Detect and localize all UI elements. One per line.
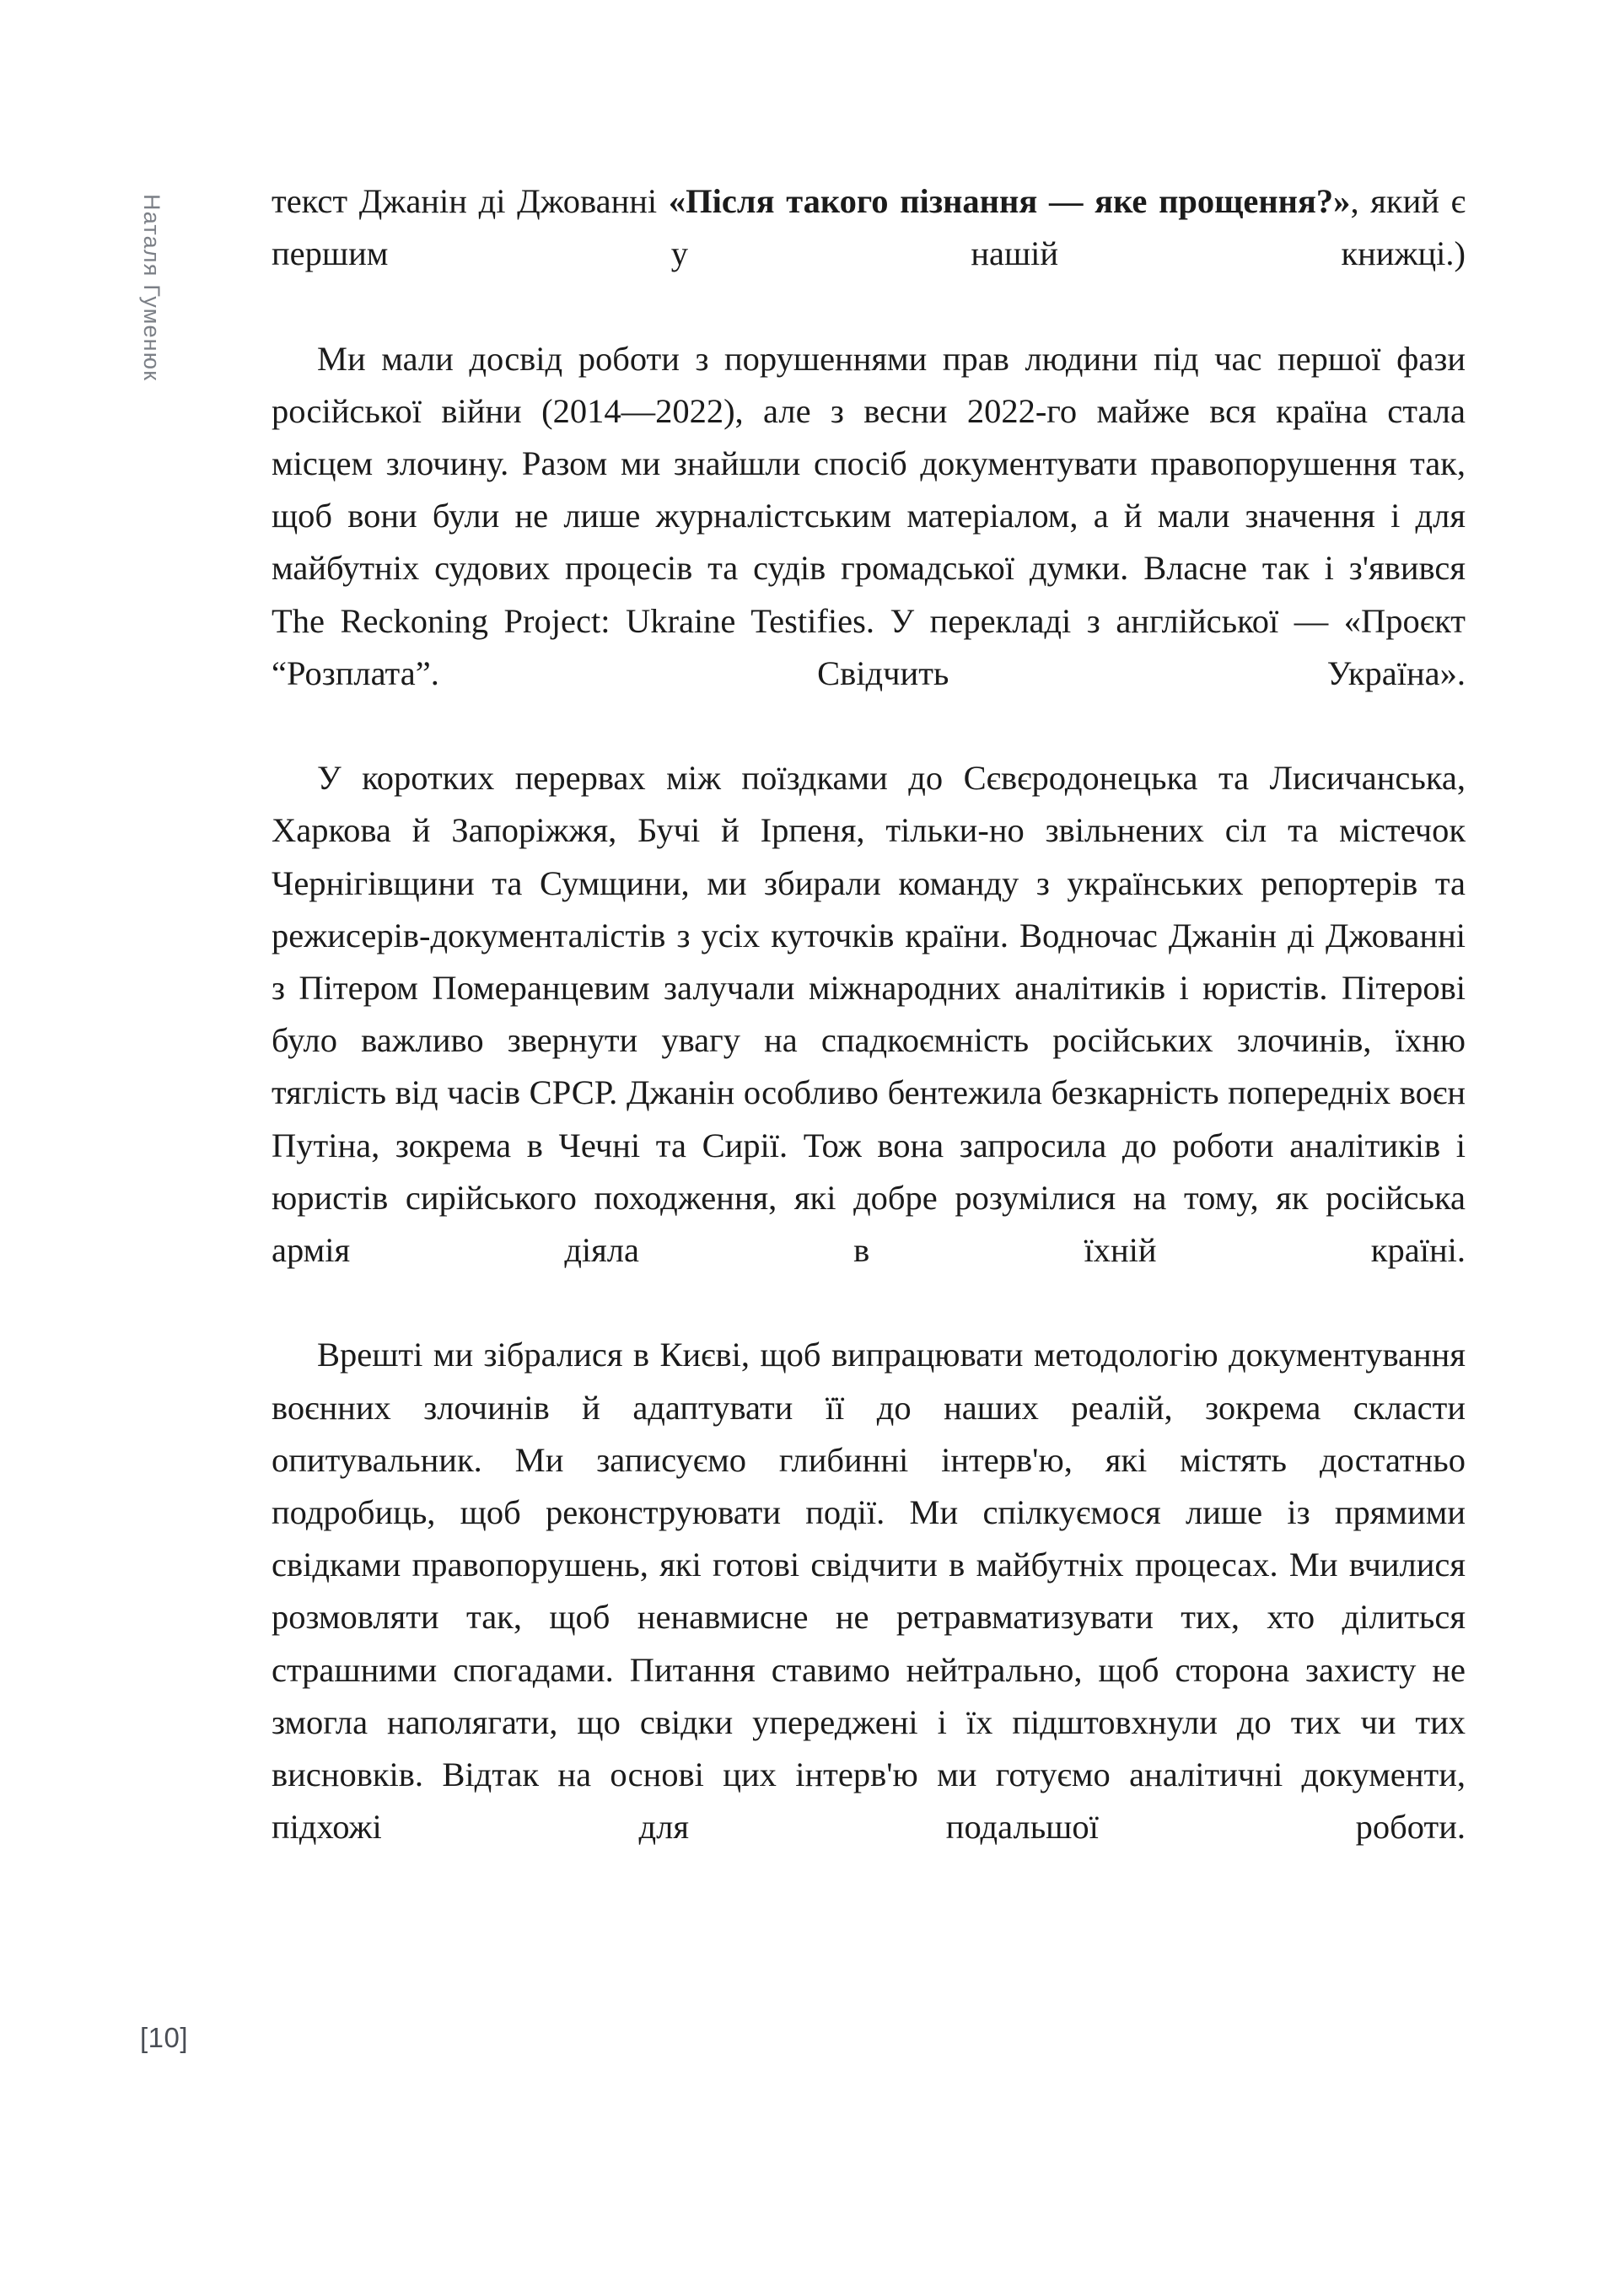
page-number-folio: [10] (140, 2022, 189, 2053)
emphasis-bold-text: «Після такого пізнання — яке прощення?» (668, 182, 1351, 220)
body-text: Врешті ми зібралися в Києві, щоб випрацювати методологію документування воєнних злочинів й адаптувати її до наших реалій, зокрема скласти опитувальник. Ми записуємо глибинні інтерв'ю, які містять достатньо подробиць, щоб реконструювати події. Ми спілкуємося лише із прямими свідками правопорушень, які готові свідчити в майбутніх процесах. Ми вчилися розмовляти так, щоб ненавмисне не ретравматизувати тих, хто ділиться страшними спогадами. Питання ставимо нейтрально, щоб сторона захисту не змогла наполягати, що свідки упереджені і їх підштовхнули до тих чи тих висновків. Відтак на основі цих інтерв'ю ми готуємо аналітичні документи, підхожі для подальшої роботи. (272, 1336, 1466, 1847)
body-text: текст Джанін ді Джованні (272, 182, 669, 220)
paragraph-para-3 (272, 752, 1466, 1329)
paragraph-para-4 (272, 1329, 1466, 1906)
paragraph-para-1 (272, 175, 1466, 333)
body-text: , який є першим у нашій книжці.) (272, 182, 1466, 273)
body-text: У коротких перервах між поїздками до Сєвєродонецька та Лисичанська, Харкова й Запоріжжя, Бучі й Ірпеня, тільки-но звільнених сіл та містечок Чернігівщини та Сумщини, ми збирали команду з українських репортерів та режисерів-документалістів з усіх куточків країни. Водночас Джанін ді Джованні з Пітером Померанцевим залучали міжнародних аналітиків і юристів. Пітерові було важливо звернути увагу на спадкоємність російських злочинів, їхню тяглість від часів СРСР. Джанін особливо бентежила безкарність попередніх воєн Путіна, зокрема в Чечні та Сирії. Тож вона запросила до роботи аналітиків і юристів сирійського походження, які добре розумілися на тому, як російська армія діяла в їхній країні. (272, 759, 1466, 1270)
paragraph-para-2 (272, 333, 1466, 753)
running-head-author: Наталя Гуменюк (139, 194, 164, 382)
body-text: Ми мали досвід роботи з порушеннями прав людини під час першої фази російської війни (2014—2022), але з весни 2022-го майже вся країна стала місцем злочину. Разом ми знайшли спосіб документувати правопорушення так, щоб вони були не лише журналістським матеріалом, а й мали значення і для майбутніх судових процесів та судів громадської думки. Власне так і з'явився The Reckoning Project: Ukraine Testifies. У перекладі з англійської — «Проєкт “Розплата”. Свідчить Україна». (272, 339, 1466, 692)
body-text-column (272, 175, 1466, 1906)
